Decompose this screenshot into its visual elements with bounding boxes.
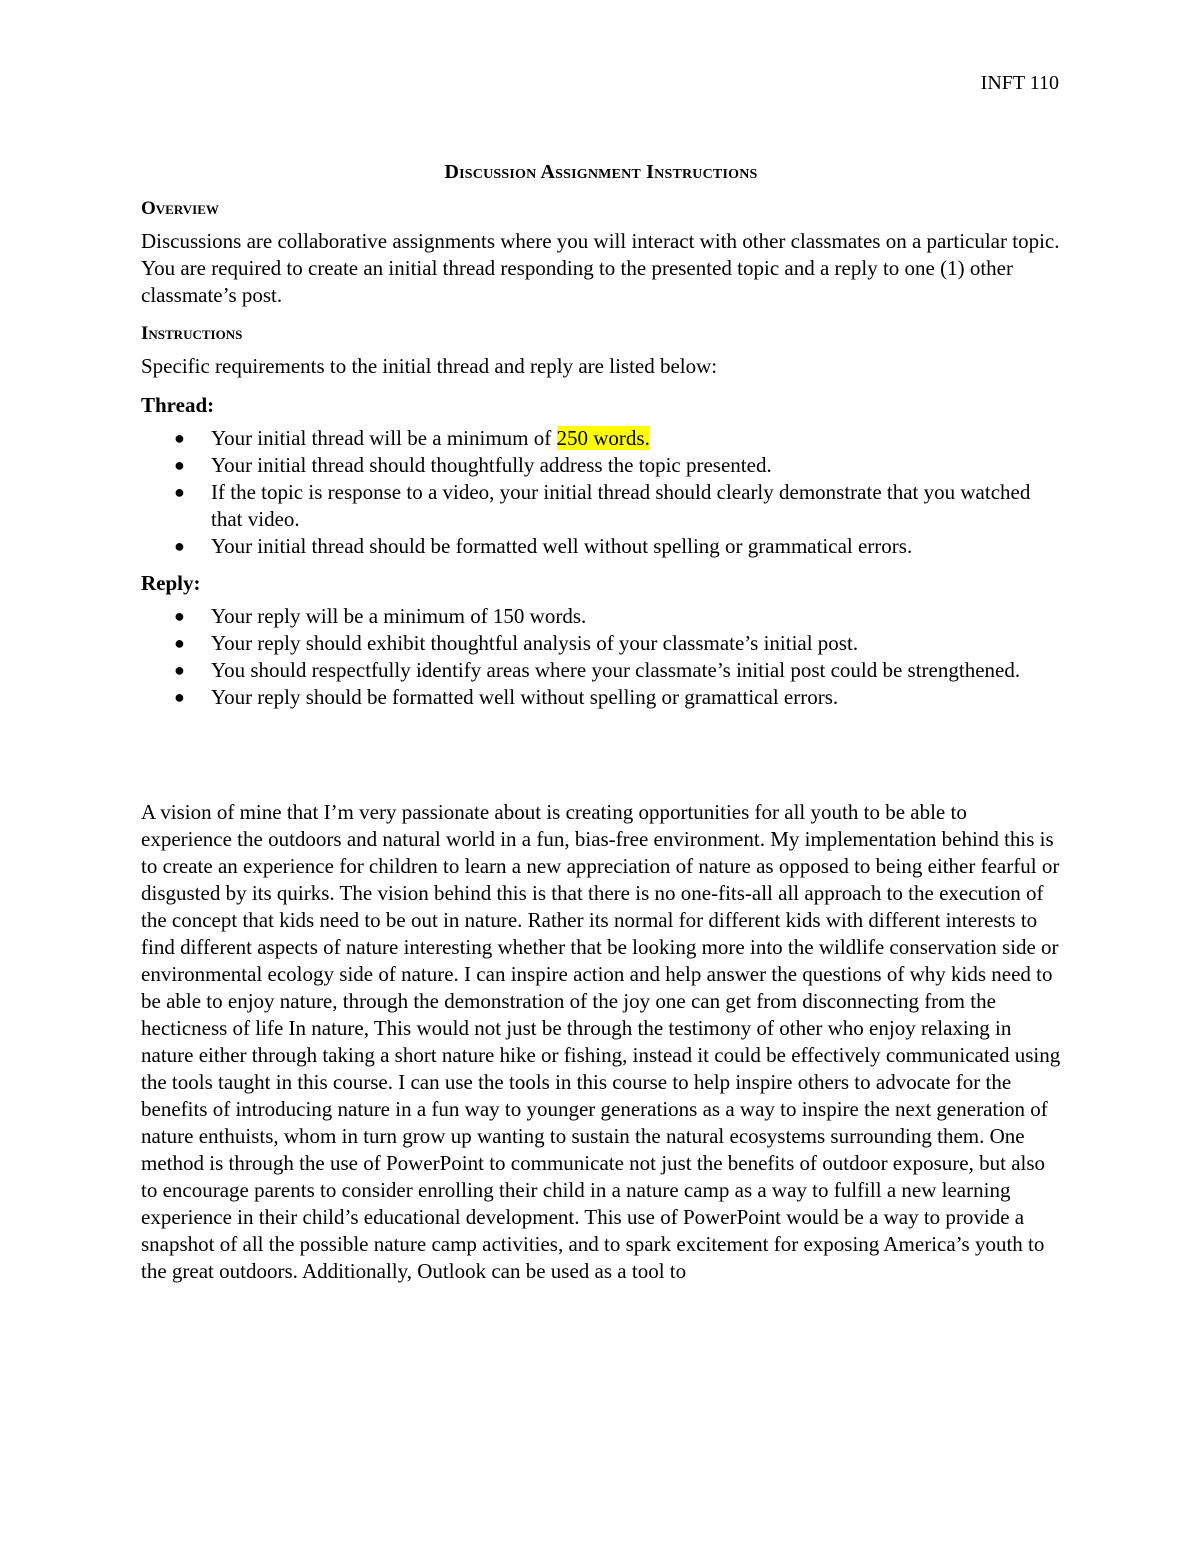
bullet-icon: ●	[174, 660, 185, 680]
thread-item-text: If the topic is response to a video, your initial thread should clearly demonstrate that you watched that video.	[211, 480, 1031, 531]
bullet-icon: ●	[174, 536, 185, 556]
list-item	[141, 425, 1061, 452]
bullet-icon: ●	[174, 687, 185, 707]
thread-item-text: Your initial thread should be formatted well without spelling or grammatical errors.	[211, 534, 913, 558]
highlighted-word-count: 250 words.	[556, 426, 650, 450]
reply-requirements-list	[141, 603, 1061, 711]
thread-item-text: Your initial thread should thoughtfully address the topic presented.	[211, 453, 772, 477]
thread-item-prefix: Your initial thread will be a minimum of	[211, 426, 557, 450]
page-header-course-code: INFT 110	[980, 72, 1059, 94]
essay-paragraph: A vision of mine that I’m very passionate about is creating opportunities for all youth to be able to experience the outdoors and natural world in a fun, bias-free environment. My implementation behind this is to create an experience for children to learn a new appreciation of nature as opposed to being either fearful or disgusted by its quirks. The vision behind this is that there is no one-fits-all all approach to the execution of the concept that kids need to be out in nature. Rather its normal for different kids with different interests to find different aspects of nature interesting whether that be looking more into the wildlife conservation side or environmental ecology side of nature. I can inspire action and help answer the questions of why kids need to be able to enjoy nature, through the demonstration of the joy one can get from disconnecting from the hecticness of life In nature, This would not just be through the testimony of other who enjoy relaxing in nature either through taking a short nature hike or fishing, instead it could be effectively communicated using the tools taught in this course. I can use the tools in this course to help inspire others to advocate for the benefits of introducing nature in a fun way to younger generations as a way to inspire the next generation of nature enthuists, whom in turn grow up wanting to sustain the natural ecosystems surrounding them. One method is through the use of PowerPoint to communicate not just the benefits of outdoor exposure, but also to encourage parents to consider enrolling their child in a nature camp as a way to fulfill a new learning experience in their child’s educational development. This use of PowerPoint would be a way to provide a snapshot of all the possible nature camp activities, and to spark excitement for exposing America’s youth to the great outdoors. Additionally, Outlook can be used as a tool to	[141, 800, 1061, 1283]
bullet-icon: ●	[174, 455, 185, 475]
list-item	[141, 684, 1061, 711]
list-item	[141, 603, 1061, 630]
overview-paragraph: Discussions are collaborative assignments where you will interact with other classmates on a particular topic. You are required to create an initial thread responding to the presented topic and a reply to one (1) other classmate’s post.	[141, 229, 1060, 307]
reply-heading: Reply:	[141, 571, 201, 595]
list-item	[141, 630, 1061, 657]
document-body	[141, 158, 1061, 1285]
list-item	[141, 657, 1061, 684]
bullet-icon: ●	[174, 633, 185, 653]
reply-item-text: Your reply should be formatted well without spelling or gramattical errors.	[211, 685, 839, 709]
thread-requirements-list	[141, 425, 1061, 560]
reply-item-text: Your reply should exhibit thoughtful analysis of your classmate’s initial post.	[211, 631, 859, 655]
instructions-heading: Instructions	[141, 323, 243, 344]
list-item	[141, 533, 1061, 560]
document-title: Discussion Assignment Instructions	[444, 161, 758, 183]
thread-heading: Thread:	[141, 393, 215, 417]
list-item	[141, 452, 1061, 479]
list-item	[141, 479, 1061, 533]
overview-heading: Overview	[141, 198, 219, 219]
bullet-icon: ●	[174, 606, 185, 626]
reply-item-text: Your reply will be a minimum of 150 words.	[211, 604, 587, 628]
instructions-intro: Specific requirements to the initial thread and reply are listed below:	[141, 354, 718, 378]
bullet-icon: ●	[174, 428, 185, 448]
bullet-icon: ●	[174, 482, 185, 502]
reply-item-text: You should respectfully identify areas where your classmate’s initial post could be strengthened.	[211, 658, 1021, 682]
